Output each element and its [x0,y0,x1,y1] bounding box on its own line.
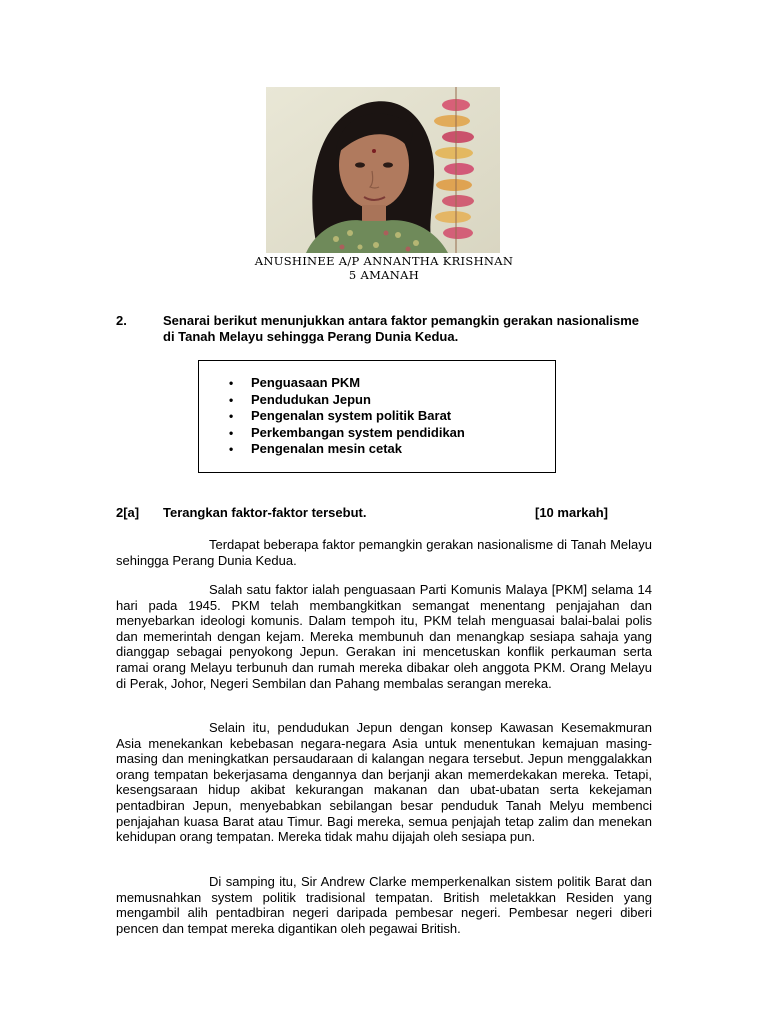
list-item: • Pengenalan mesin cetak [229,441,403,456]
subquestion-number: 2[a] [116,505,140,520]
bullet-icon: • [229,392,234,407]
list-item: • Penguasaan PKM [229,375,361,390]
factor-list-box [198,360,556,473]
answer-paragraph-politik: Di samping itu, Sir Andrew Clarke memperkenalkan sistem politik Barat dan memusnahkan system politik tradisional tempatan. British meletakkan Residen yang mengambil alih pentadbiran negeri daripada pembesar negeri. Pembesar negeri diberi pencen dan tempat mereka digantikan oleh pegawai British. [116,874,652,936]
bullet-icon: • [229,376,234,390]
question-number: 2. [116,313,127,328]
answer-paragraph-jepun: Selain itu, pendudukan Jepun dengan konsep Kawasan Kesemakmuran Asia menekankan kebebasan negara-negara Asia untuk menentukan kemajuan masing-masing dan meningkatkan persaudaraan di kalangan negara tersebut. Jepun menggalakkan orang tempatan bekerjasama dengannya dan berjanji akan memerdekakan mereka. Tetapi, kesengsaraan hidup akibat kekurangan makanan dan ubat-ubatan serta kekejaman pentadbiran Jepun, menyebabkan sebilangan besar penduduk Tanah Melyu membenci penjajahan kuasa Barat atau Timur. Bagi mereka, semua penjajah tetap zalim dan menekan kehidupan orang tempatan. Mereka tidak mahu dijajah oleh sesiapa pun. [116,720,652,845]
factor-list [199,375,555,458]
bullet-icon: • [229,409,234,423]
subquestion-marks: [10 markah] [535,505,608,520]
answer-paragraph-pkm: Salah satu faktor ialah penguasaan Parti Komunis Malaya [PKM] selama 14 hari pada 1945. PKM telah membangkitkan semangat menentang penjajahan dan menyebarkan ideologi komunis. Dalam tempoh itu, PKM telah menguasai balai-balai polis dan memerintah dengan kejam. Mereka membunuh dan menangkap sesiapa sahaja yang dianggap sebagai penyokong Jepun. Gerakan ini mencetuskan konflik perkauman serta ramai orang Melayu terbunuh dan rumah mereka dibakar oleh anggota PKM. Orang Melayu di Perak, Johor, Negeri Sembilan dan Pahang membalas serangan mereka. [116,582,652,691]
student-class: 5 AMANAH [348,268,420,282]
answer-paragraph-intro: Terdapat beberapa faktor pemangkin gerakan nasionalisme di Tanah Melayu sehingga Perang Dunia Kedua. [116,537,652,568]
list-item: • Perkembangan system pendidikan [229,424,465,440]
bullet-icon: • [229,442,234,456]
question-text: Senarai berikut menunjukkan antara faktor pemangkin gerakan nasionalisme di Tanah Melayu sehingga Perang Dunia Kedua. [163,313,639,344]
list-item: • Pengenalan system politik Barat [229,408,452,423]
student-name: ANUSHINEE A/P ANNANTHA KRISHNAN [254,254,514,268]
bullet-icon: • [229,425,234,440]
student-photo [266,87,500,253]
subquestion-text: Terangkan faktor-faktor tersebut. [163,505,367,520]
list-item: • Pendudukan Jepun [229,391,371,407]
